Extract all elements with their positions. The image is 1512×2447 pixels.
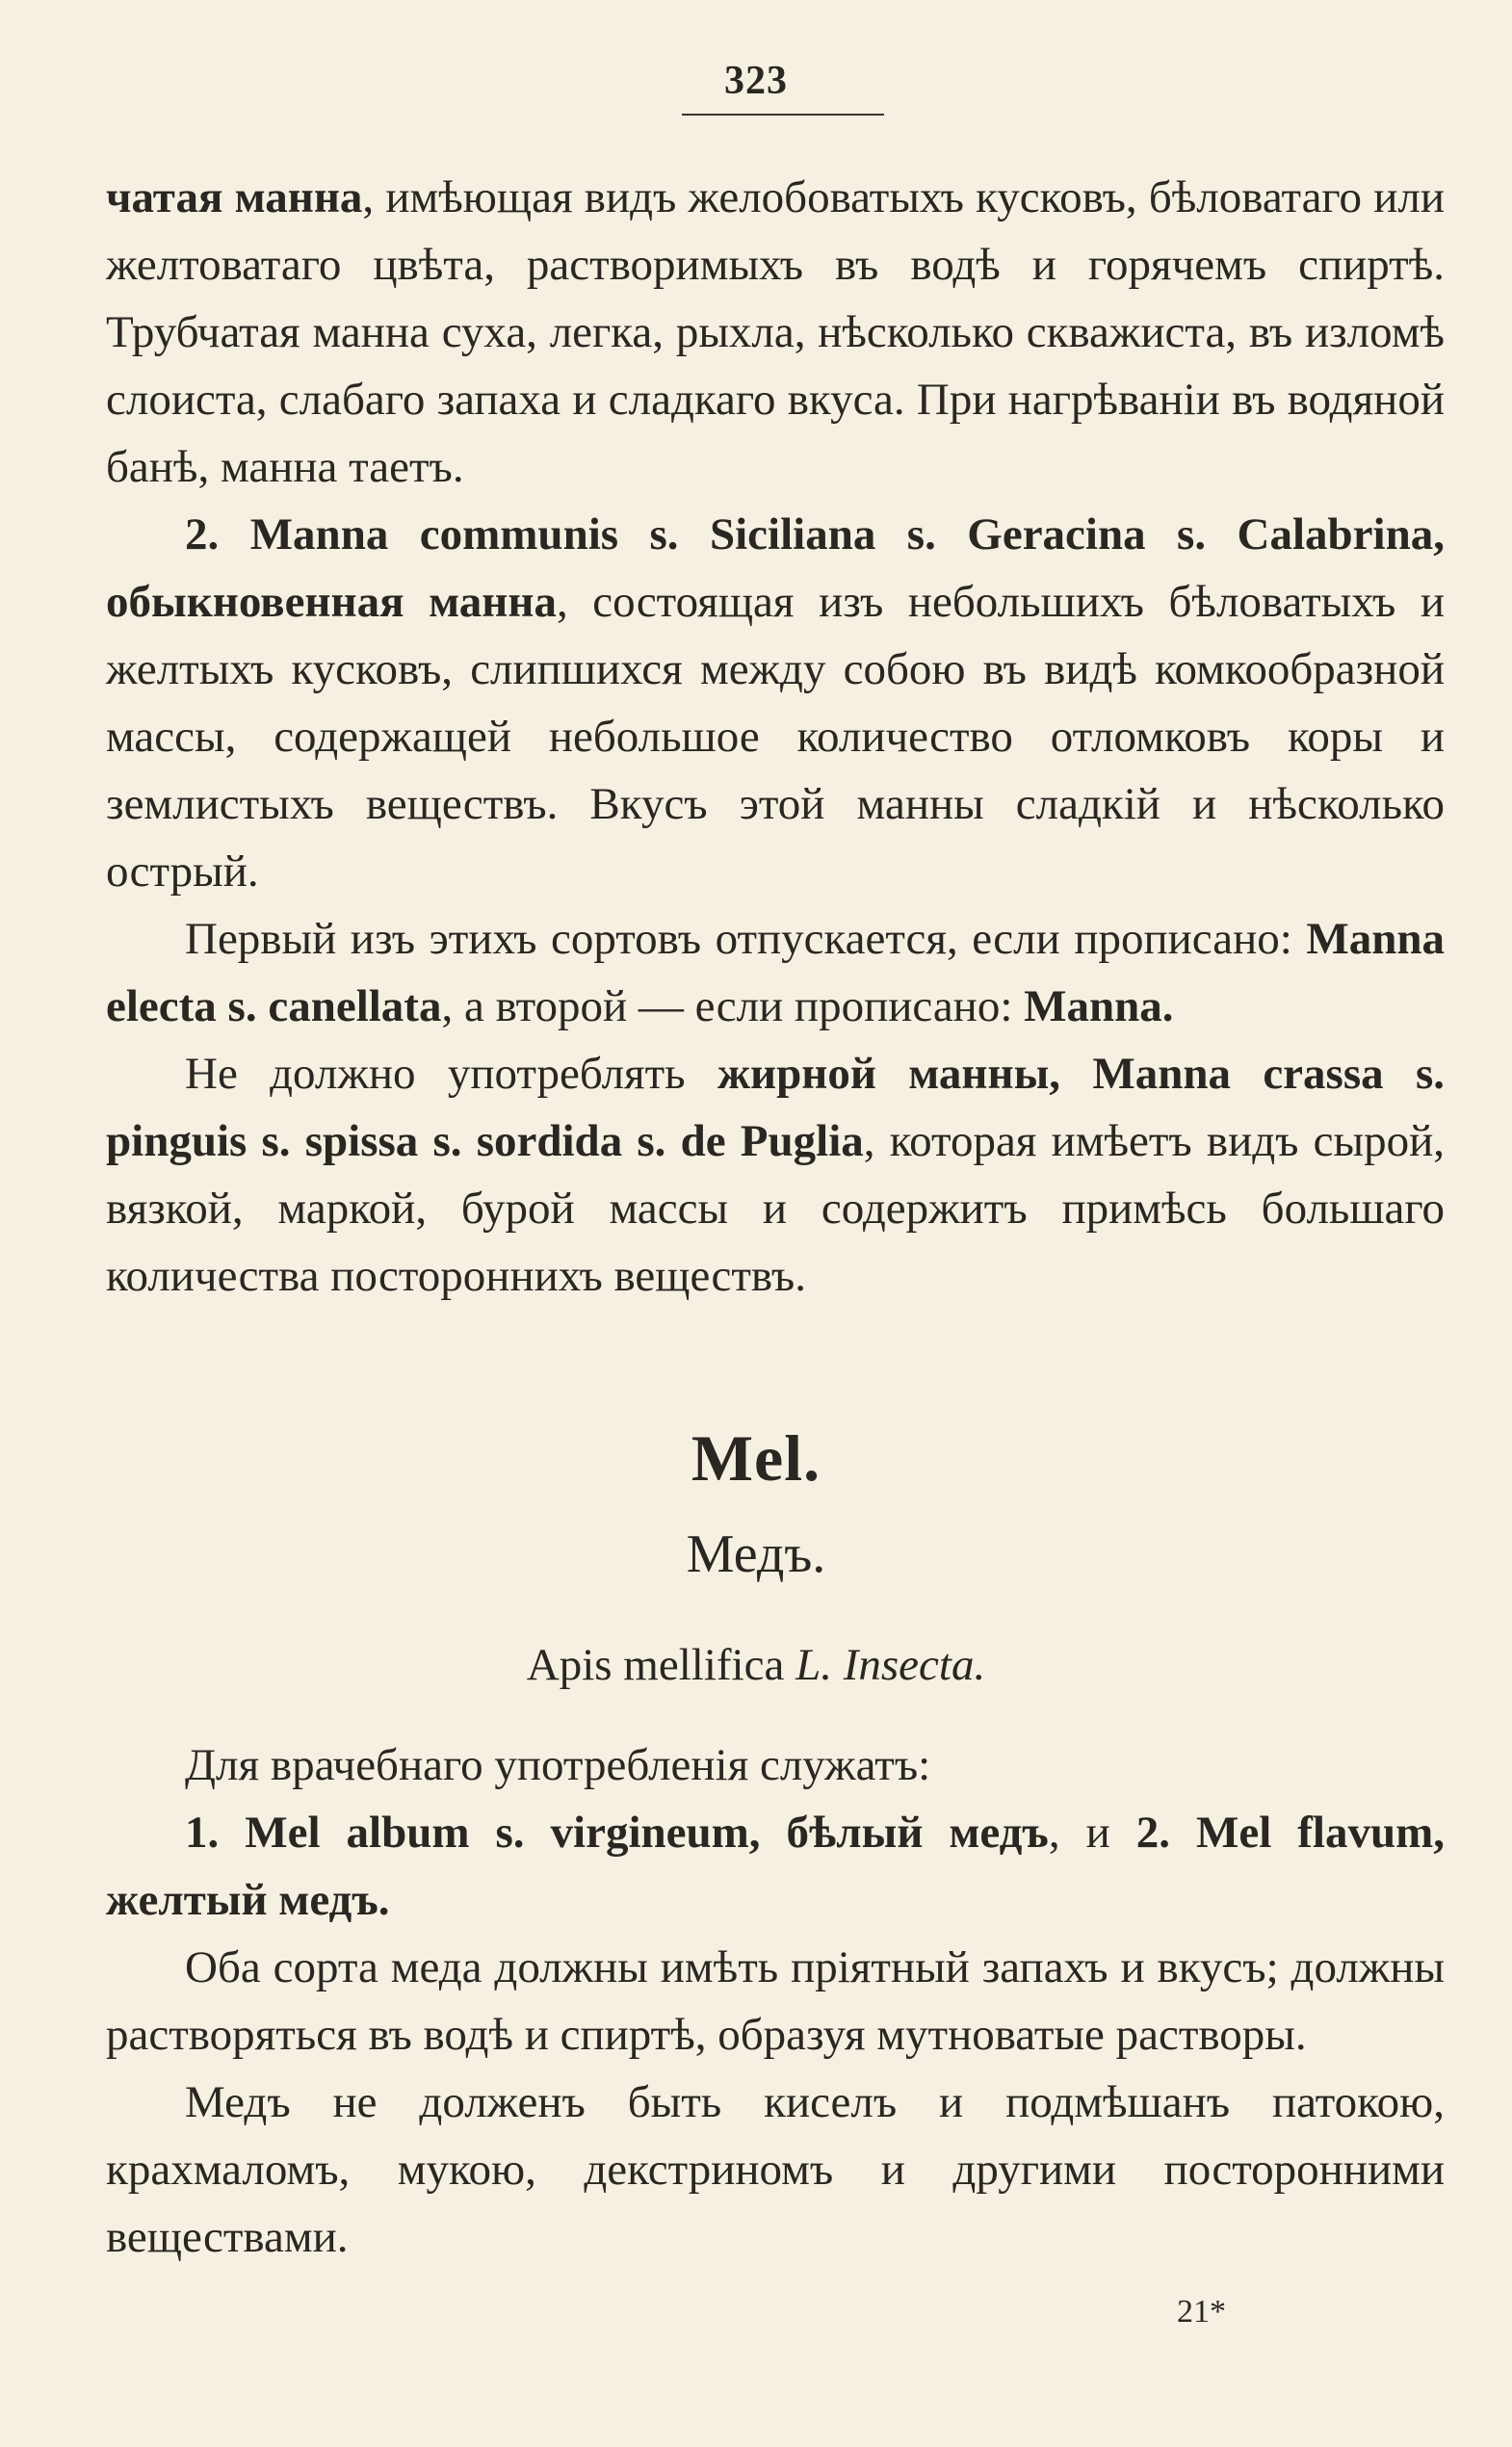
paragraph-text: , а второй — если прописано: bbox=[441, 981, 1025, 1031]
paragraph-text: , и bbox=[1048, 1808, 1136, 1858]
paragraph-honey-adulteration: Медъ не долженъ быть киселъ и подмѣшанъ патокою, крахмаломъ, мукою, декстриномъ и другими посторонними веществами. bbox=[106, 2077, 1445, 2262]
paragraph-fat-manna bbox=[106, 1040, 1445, 1310]
page-number: 323 bbox=[724, 59, 788, 103]
honey-text-block bbox=[106, 1731, 1445, 2271]
paragraph-honey-sorts bbox=[106, 1799, 1445, 1934]
term-yellow-honey: 2. Mel flavum, желтый медъ. bbox=[106, 1808, 1446, 1925]
paragraph-honey-properties: Оба сорта меда должны имѣть прiятный запахъ и вкусъ; должны растворяться въ водѣ и спиртѣ, образуя мутноватые растворы. bbox=[106, 1942, 1445, 2060]
paragraph-text: Не должно употреблять bbox=[185, 1049, 717, 1099]
term-tubular-manna: чатая манна bbox=[106, 172, 363, 222]
paragraph-text: , имѣющая видъ желобоватыхъ кусковъ, бѣловатаго или желтоватаго цвѣта, растворимыхъ въ водѣ и горячемъ спиртѣ. Трубчатая манна суха, легка, рыхла, нѣсколько скважиста, въ изломѣ слоиста, слабаго запаха и сладкаго вкуса. При нагрѣванiи въ водяной банѣ, манна таетъ. bbox=[106, 172, 1445, 492]
section-subtitle: Медъ. bbox=[686, 1524, 826, 1584]
species-name: Apis mellifica bbox=[526, 1640, 785, 1690]
manna-text-block bbox=[106, 164, 1445, 1310]
paragraph-tubular-manna bbox=[106, 164, 1445, 501]
term-common-manna: 2. Manna communis s. Siciliana s. Geracina s. Calabrina, обыкновенная манна bbox=[106, 509, 1445, 627]
paragraph-common-manna bbox=[106, 501, 1445, 905]
term-fat-manna: жирной манны, Manna crassa s. pinguis s. spissa s. sordida s. de Puglia bbox=[106, 1049, 1445, 1166]
term-manna-electa: Manna electa s. canellata bbox=[106, 914, 1445, 1031]
paragraph-text: Первый изъ этихъ сортовъ отпускается, если прописано: bbox=[185, 914, 1307, 964]
section-title: Mel. bbox=[691, 1421, 821, 1495]
section-species bbox=[0, 1639, 1512, 1691]
species-author: L. bbox=[795, 1640, 832, 1690]
signature-mark: 21* bbox=[1177, 2294, 1226, 2330]
species-class: Insecta. bbox=[843, 1640, 986, 1690]
header-rule bbox=[682, 114, 884, 116]
paragraph-text: , состоящая изъ небольшихъ бѣловатыхъ и желтыхъ кусковъ, слипшихся между собою въ видѣ комкообразной массы, содержащей небольшое количество отломковъ коры и землистыхъ веществъ. Вкусъ этой манны сладкiй и нѣсколько острый. bbox=[106, 577, 1445, 897]
paragraph-dispensing bbox=[106, 905, 1445, 1040]
paragraph-text: , которая имѣетъ видъ сырой, вязкой, маркой, бурой массы и содержитъ примѣсь большаго количества постороннихъ веществъ. bbox=[106, 1116, 1446, 1301]
paragraph-medical-use: Для врачебнаго употребленiя служатъ: bbox=[185, 1740, 931, 1790]
term-white-honey: 1. Mel album s. virgineum, бѣлый медъ bbox=[185, 1808, 1049, 1858]
term-manna: Manna. bbox=[1024, 981, 1174, 1031]
